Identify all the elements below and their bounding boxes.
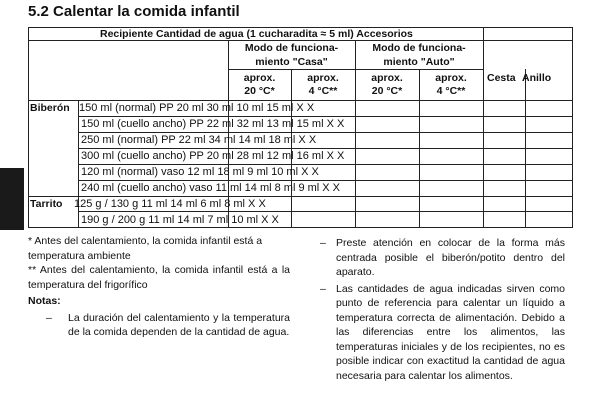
temp-4-casa-line2: 4 °C** (308, 85, 338, 97)
temp-20-casa-line2: 20 °C* (244, 85, 275, 97)
bullet-dash: – (46, 311, 52, 324)
footnote-room-temp: * Antes del calentamiento, la comida infantil está a temperatura ambiente (28, 235, 263, 262)
temp-20-casa-line1: aprox. (243, 72, 276, 84)
section-title: 5.2 Calentar la comida infantil (28, 3, 240, 20)
chapter-tab-marker (0, 168, 24, 230)
table-col-rule (525, 69, 526, 228)
group-label-tarrito: Tarrito (30, 198, 63, 210)
table-row: 150 ml (cuello ancho) PP 22 ml 32 ml 13 ml 15 ml X X (81, 118, 345, 130)
table-border-left (28, 27, 29, 228)
temp-4-auto-line2: 4 °C** (436, 85, 466, 97)
note-text: Las cantidades de agua indicadas sirven como punto de referencia para calentar un líquido a temperatura correcta de alimentación. Debido a las diferencias entre los alimentos, las temperaturas iniciales y de los recipientes, no es posible indicar con exactitud la cantidad de agua necesaria para calentar los alimentos. (336, 282, 565, 382)
anillo-header: Anillo (522, 72, 552, 84)
notes-right-column (320, 234, 565, 383)
header-main: Recipiente Cantidad de agua (1 cucharadita ≈ 5 ml) Accesorios (100, 28, 413, 40)
note-item (28, 311, 290, 340)
footnote-fridge-temp: ** Antes del calentamiento, la comida infantil está a la temperatura del frigorífico (28, 264, 290, 291)
bullet-dash: – (320, 282, 326, 295)
cesta-header: Cesta (487, 72, 516, 84)
heating-table (28, 27, 573, 228)
table-row: 190 g / 200 g 11 ml 14 ml 7 ml 10 ml X X (81, 214, 279, 226)
temp-4-auto-line1: aprox. (435, 72, 467, 84)
note-text: Preste atención en colocar de la forma más centrada posible el biberón/potito dentro del aparato. (336, 237, 565, 278)
temp-4-casa-line1: aprox. (307, 72, 339, 84)
mode-casa-line2: miento "Casa" (255, 56, 328, 68)
mode-auto-line2: miento "Auto" (383, 56, 455, 68)
table-rule (78, 211, 573, 212)
mode-casa-line1: Modo de funciona- (244, 42, 339, 54)
bullet-dash: – (320, 237, 326, 249)
note-item (320, 236, 565, 280)
table-row: 300 ml (cuello ancho) PP 20 ml 28 ml 12 ml 16 ml X X (81, 150, 345, 162)
table-row: 240 ml (cuello ancho) vaso 11 ml 14 ml 8 ml 9 ml X X (81, 182, 341, 194)
table-col-rule (483, 27, 484, 228)
table-border-right (572, 27, 573, 228)
table-border-bottom (28, 227, 573, 228)
group-label-biberon: Biberón (30, 102, 70, 114)
table-row: 150 ml (normal) PP 20 ml 30 ml 10 ml 15 ml X X (79, 102, 315, 114)
notes-left-column (28, 234, 290, 340)
notes-heading: Notas: (28, 295, 61, 307)
note-text: La duración del calentamiento y la temperatura de la comida dependen de la cantidad de agua. (68, 311, 290, 338)
mode-auto-line1: Modo de funciona- (372, 42, 466, 54)
table-row: 120 ml (normal) vaso 12 ml 18 ml 9 ml 10 ml X X (81, 166, 319, 178)
table-row: 250 ml (normal) PP 22 ml 34 ml 14 ml 18 ml X X (81, 134, 317, 146)
table-row: 125 g / 130 g 11 ml 14 ml 6 ml 8 ml X X (74, 198, 266, 210)
temp-20-auto-line1: aprox. (371, 72, 403, 84)
temp-20-auto-line2: 20 °C* (371, 85, 403, 97)
note-item (320, 282, 565, 384)
